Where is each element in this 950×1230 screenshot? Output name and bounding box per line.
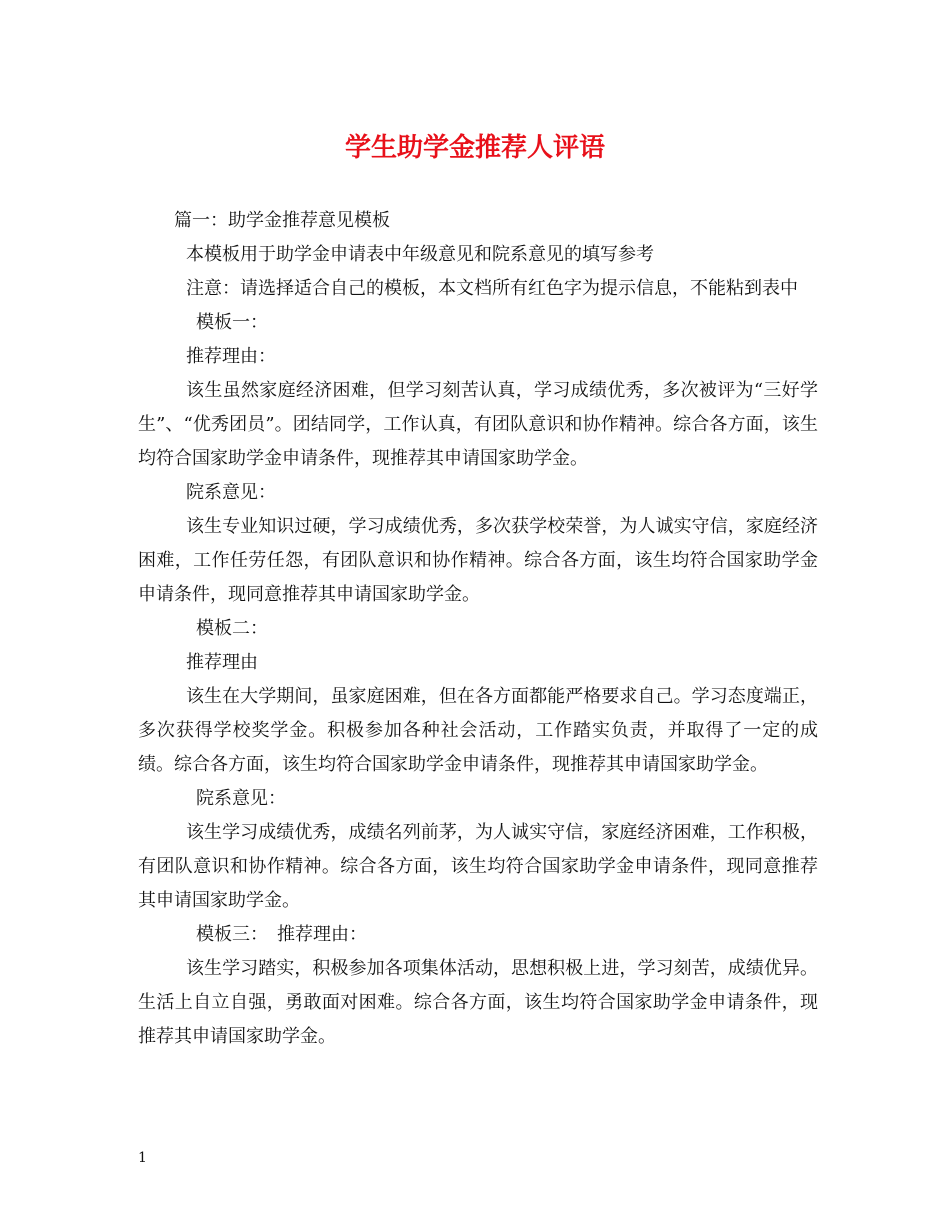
paragraph-recommend-reason-3: 该生学习踏实，积极参加各项集体活动，思想积极上进，学习刻苦，成绩优异。生活上自立自强，勇敢面对困难。综合各方面，该生均符合国家助学金申请条件，现推荐其申请国家助学金。 <box>138 958 818 1047</box>
paragraph-department-opinion-2: 该生学习成绩优秀，成绩名列前茅，为人诚实守信，家庭经济困难，工作积极，有团队意识和协作精神。综合各方面，该生均符合国家助学金申请条件，现同意推荐其申请国家助学金。 <box>138 822 818 911</box>
paragraph-recommend-reason-label-2: 推荐理由 <box>186 652 258 673</box>
page-number: 1 <box>138 1150 147 1166</box>
paragraph-template-usage: 本模板用于助学金申请表中年级意见和院系意见的填写参考 <box>186 244 654 265</box>
paragraph-recommend-reason-2: 该生在大学期间，虽家庭困难，但在各方面都能严格要求自己。学习态度端正，多次获得学校奖学金。积极参加各种社会活动，工作踏实负责，并取得了一定的成绩。综合各方面，该生均符合国家助学金申请条件，现推荐其申请国家助学金。 <box>138 686 818 775</box>
paragraph-recommend-reason-1: 该生虽然家庭经济困难，但学习刻苦认真，学习成绩优秀，多次被评为“三好学生”、“优秀团员”。团结同学，工作认真，有团队意识和协作精神。综合各方面，该生均符合国家助学金申请条件，现推荐其申请国家助学金。 <box>138 380 818 469</box>
paragraph-recommend-reason-label-1: 推荐理由： <box>186 346 276 367</box>
paragraph-department-opinion-label-2: 院系意见： <box>196 788 286 809</box>
document-title: 学生助学金推荐人评语 <box>344 133 605 163</box>
paragraph-notice: 注意：请选择适合自己的模板，本文档所有红色字为提示信息，不能粘到表中 <box>186 278 798 299</box>
document-body <box>138 204 818 1054</box>
paragraph-section-heading: 篇一：助学金推荐意见模板 <box>174 210 390 231</box>
paragraph-template-three-heading: 模板三： 推荐理由： <box>196 924 367 945</box>
paragraph-template-one-heading: 模板一： <box>196 312 268 333</box>
paragraph-department-opinion-label-1: 院系意见： <box>186 482 276 503</box>
paragraph-department-opinion-1: 该生专业知识过硬，学习成绩优秀，多次获学校荣誉，为人诚实守信，家庭经济困难，工作任劳任怨，有团队意识和协作精神。综合各方面，该生均符合国家助学金申请条件，现同意推荐其申请国家助学金。 <box>138 516 818 605</box>
paragraph-template-two-heading: 模板二： <box>196 618 268 639</box>
